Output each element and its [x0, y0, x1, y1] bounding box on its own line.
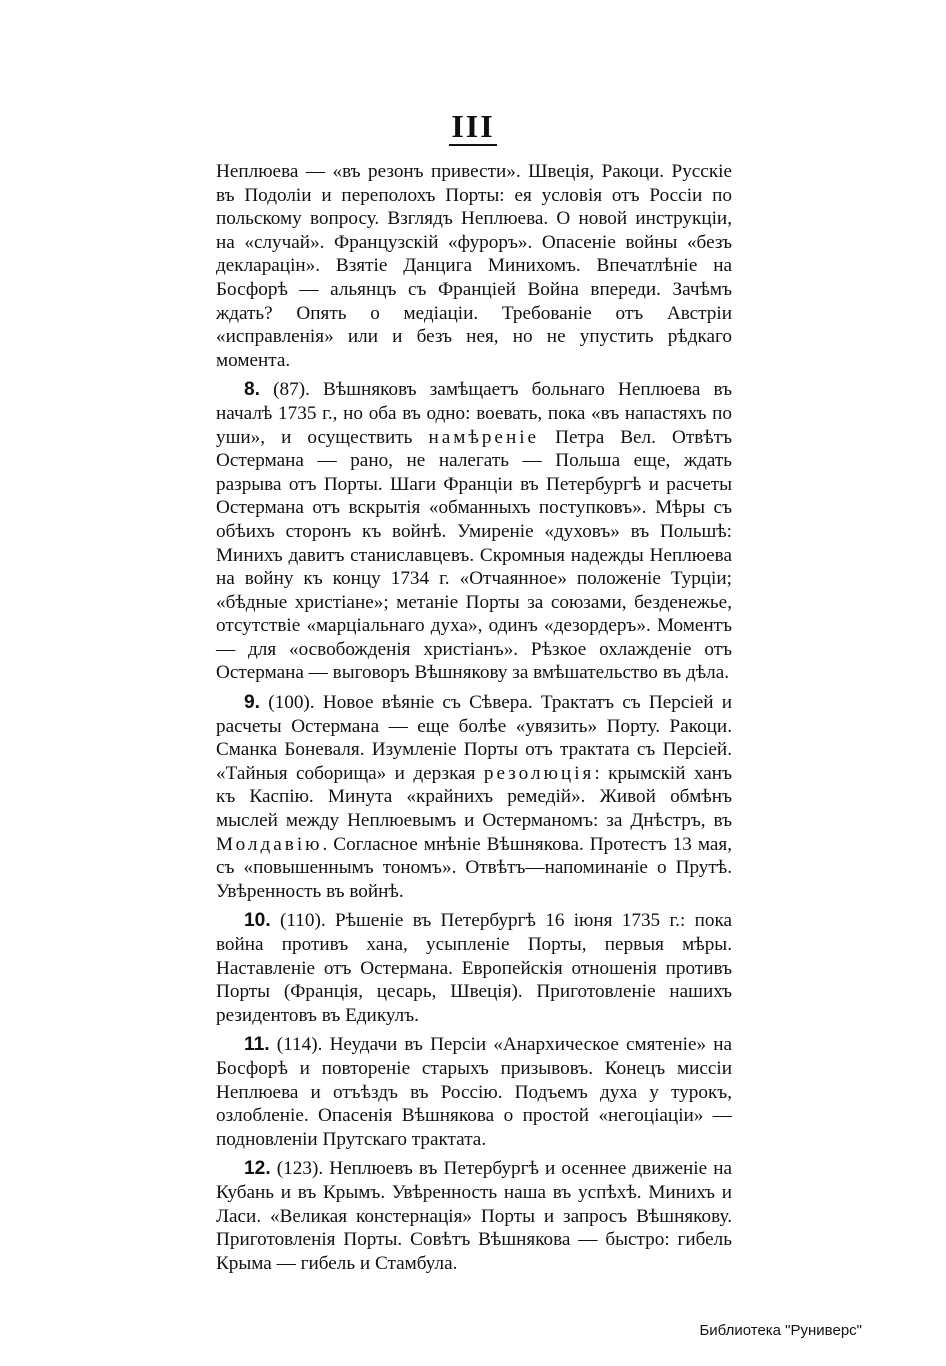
section-text: Петра Вел. Отвѣтъ Остермана — рано, не налегать — Польша еще, ждать разрыва отъ Порты. Шаги Франціи въ Петербургѣ и расчеты Остермана отъ вскрытія «обманныхъ поступковъ». Мѣры съ обѣихъ сторонъ къ войнѣ. Умиреніе «духовъ» въ Польшѣ: Минихъ давитъ станиславцевъ. Скромныя надежды Неплюева на войну къ концу 1734 г. «Отчаянное» положеніе Турціи; «бѣдные христіане»; метаніе Порты за союзами, безденежье, отсутствіе «марціальнаго духа», одинъ «дезордеръ». Моментъ — для «освобожденія христіанъ». Рѣзкое охлажденіе отъ Остермана — выговоръ Вѣшнякову за вмѣшательство въ дѣла.	[216, 426, 732, 684]
paragraph-text: Неплюева — «въ резонъ привести». Швеція, Ракоци. Русскіе въ Подоліи и переполохъ Порты: ея условія отъ Россіи по польскому вопросу. Взглядъ Неплюева. О новой инструкціи, на «случай». Французскій «фуроръ». Опасеніе войны «безъ декларацін». Взятіе Данцига Минихомъ. Впечатлѣніе на Босфорѣ — альянцъ съ Франціей Война впереди. Зачѣмъ ждать? Опять о медіаціи. Требованіе отъ Австріи «исправленія» или и безъ нея, но не упустить рѣдкаго момента.	[216, 161, 732, 371]
section-number: 12.	[244, 1158, 271, 1180]
page-number-text: III	[451, 108, 495, 144]
paragraph-continuation	[216, 160, 732, 372]
section-12	[216, 1157, 732, 1275]
section-text: (114). Неудачи въ Персіи «Анархическое смятеніе» на Босфорѣ и повтореніе старыхъ призывовъ. Конецъ миссіи Неплюева и отъѣздъ въ Россію. Подъемъ духа у турокъ, озлобленіе. Опасенія Вѣшнякова о простой «негоціаціи» — подновленіи Прутскаго трактата.	[216, 1034, 732, 1150]
library-watermark: Библиотека "Руниверс"	[699, 1322, 862, 1339]
page-number	[0, 108, 946, 145]
section-text: (100). Новое вѣяніе съ Сѣвера. Трактатъ съ Персіей и расчеты Остермана — еще болѣе «увязить» Порту. Ракоци. Сманка Боневаля. Изумленіе Порты отъ трактата съ Персіей. «Тайныя соборища» и дерзкая	[216, 692, 732, 784]
spaced-emphasis: намѣреніе	[428, 426, 540, 448]
section-11	[216, 1033, 732, 1151]
section-number: 8.	[244, 379, 261, 401]
section-number: 11.	[244, 1034, 270, 1056]
section-text: (123). Неплюевъ въ Петербургѣ и осеннее движеніе на Кубань и въ Крымъ. Увѣренность наша въ успѣхѣ. Минихъ и Ласи. «Великая констернація» Порты и запросъ Вѣшнякову. Приготовленія Порты. Совѣтъ Вѣшнякова — быстро: гибель Крыма — гибель и Стамбула.	[216, 1158, 733, 1274]
spaced-emphasis: Молдавію	[216, 833, 323, 855]
section-9	[216, 691, 732, 903]
section-text: (110). Рѣшеніе въ Петербургѣ 16 іюня 1735 г.: пока война противъ хана, усыпленіе Порты, первыя мѣры. Наставленіе отъ Остермана. Европейскія отношенія противъ Порты (Франція, цесарь, Швеція). Приготовленіе нашихъ резидентовъ въ Едикулъ.	[216, 910, 732, 1026]
section-text: : крымскій ханъ къ Каспію. Минута «крайнихъ ремедій». Живой обмѣнъ мыслей между Неплюевымъ и Остерманомъ: за Днѣстръ, въ	[216, 762, 732, 832]
section-number: 9.	[244, 692, 261, 714]
section-number: 10.	[244, 910, 271, 932]
section-8	[216, 378, 732, 685]
section-10	[216, 909, 732, 1027]
section-text: . Согласное мнѣніе Вѣшнякова. Протестъ 13 мая, съ «повышеннымъ тономъ». Отвѣтъ—напоминаніе о Прутѣ. Увѣренность въ войнѣ.	[216, 833, 732, 902]
spaced-emphasis: резолюція	[483, 762, 595, 784]
page-text	[216, 160, 732, 1275]
section-text: (87). Вѣшняковъ замѣщаетъ больнаго Неплюева въ началѣ 1735 г., но оба въ одно: воевать, пока «въ напастяхъ по уши», и осуществить	[216, 379, 733, 448]
